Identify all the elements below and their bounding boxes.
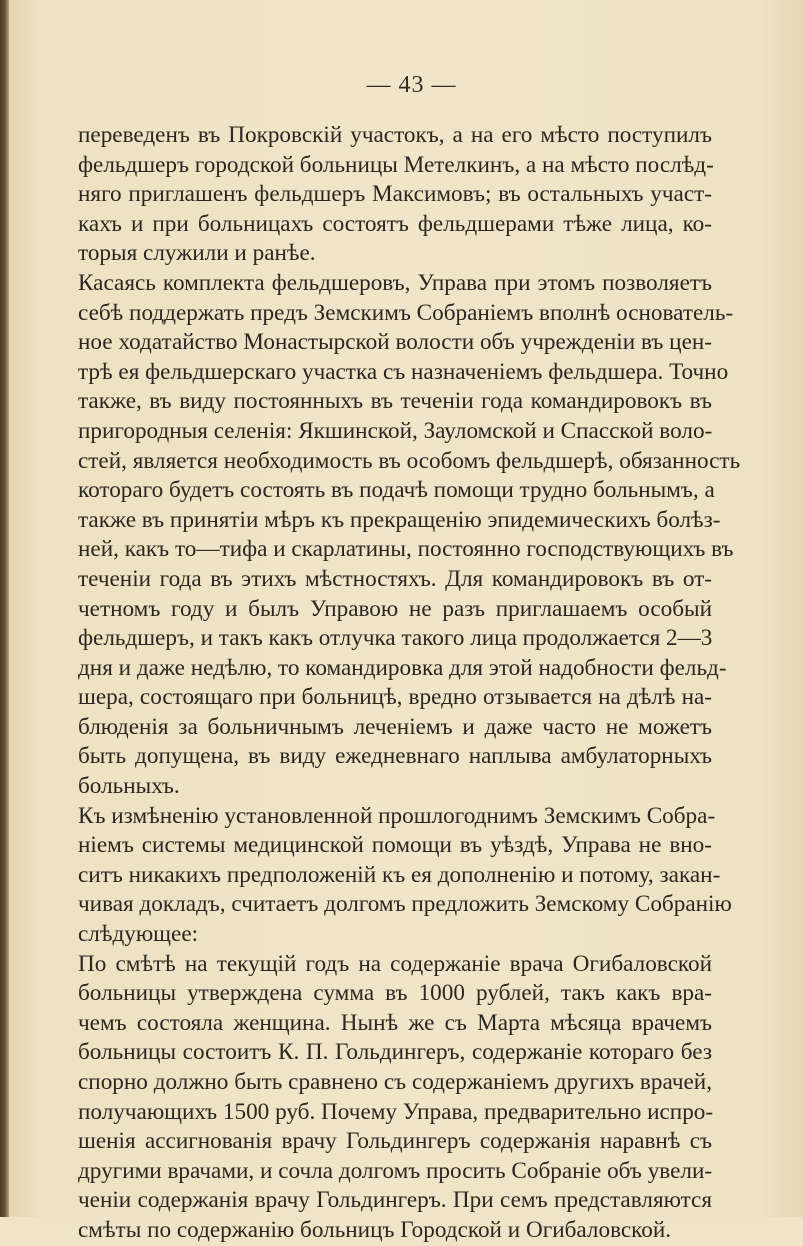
text-line: другими врачами, и сочла долгомъ просить Собраніе объ увели- — [78, 1157, 713, 1184]
text-line: ніемъ системы медицинской помощи въ уѣздѣ, Управа не вно- — [78, 832, 712, 859]
text-line: спорно должно быть сравнено съ содержаніемъ другихъ врачей, — [78, 1069, 712, 1095]
text-line: Касаясь комплекта фельдшеровъ, Управа при этомъ позволяетъ — [78, 269, 712, 296]
book-binding-edge — [0, 0, 9, 1217]
text-line: фельдшеръ, и такъ какъ отлучка такого лица продолжается 2—3 — [78, 625, 713, 652]
text-line: больницы состоитъ К. П. Гольдингеръ, содержаніе котораго без — [78, 1039, 712, 1066]
text-line: фельдшеръ городской больницы Метелкинъ, а на мѣсто послѣд- — [78, 151, 714, 178]
text-line: ченіи содержанія врачу Гольдингеръ. При семъ представляются — [78, 1187, 712, 1214]
text-line: теченіи года въ этихъ мѣстностяхъ. Для командировокъ въ от- — [78, 565, 712, 592]
text-line: ное ходатайство Монастырской волости объ учрежденіи въ цен- — [78, 329, 712, 356]
text-line: дня и даже недѣлю, то командировка для этой надобности фельд- — [78, 654, 727, 681]
text-line: больницы утверждена сумма въ 1000 рублей, такъ какъ вра- — [78, 980, 712, 1007]
text-line: трѣ ея фельдшерскаго участка съ назначеніемъ фельдшера. Точно — [78, 358, 729, 385]
text-line: Къ измѣненію установленной прошлогоднимъ Земскимъ Собра- — [78, 802, 716, 829]
page-number: — 43 — — [366, 72, 457, 98]
text-line: няго приглашенъ фельдшеръ Максимовъ; въ остальныхъ участ- — [78, 181, 712, 208]
text-line: больныхъ. — [78, 773, 180, 800]
text-line: чивая докладъ, считаетъ долгомъ предложить Земскому Собранію — [78, 891, 732, 918]
text-line: По смѣтѣ на текущій годъ на содержаніе врача Огибаловской — [78, 950, 712, 977]
text-line: переведенъ въ Покровскій участокъ, а на его мѣсто поступилъ — [78, 122, 712, 148]
text-line: смѣты по содержанію больницъ Городской и Огибаловской. — [78, 1216, 672, 1243]
text-line: быть допущена, въ виду ежедневнаго наплыва амбулаторныхъ — [78, 743, 712, 770]
text-line: также, въ виду постоянныхъ въ теченіи года командировокъ въ — [78, 388, 712, 415]
text-line: ситъ никакихъ предположеній къ ея дополненію и потому, закан- — [78, 861, 721, 888]
text-line: слѣдующее: — [78, 921, 199, 948]
text-line: блюденія за больничнымъ леченіемъ и даже часто не можетъ — [78, 713, 712, 740]
text-line: четномъ году и былъ Управою не разъ приглашаемъ особый — [78, 595, 712, 622]
text-line: кахъ и при больницахъ состоятъ фельдшерами тѣже лица, ко- — [78, 210, 712, 237]
text-line: шенія ассигнованія врачу Гольдингеръ содержанія наравнѣ съ — [78, 1128, 712, 1155]
text-line: шера, состоящаго при больницѣ, вредно отзывается на дѣлѣ на- — [78, 684, 712, 711]
text-line: себѣ поддержать предъ Земскимъ Собраніемъ вполнѣ основатель- — [78, 299, 734, 326]
text-line: ней, какъ то—тифа и скарлатины, постоянно господствующихъ въ — [78, 536, 734, 563]
text-line: пригородныя селенія: Якшинской, Зауломской и Спасской воло- — [78, 417, 713, 444]
text-line: чемъ состояла женщина. Нынѣ же съ Марта мѣсяца врачемъ — [78, 1009, 712, 1036]
text-line: торыя служили и ранѣе. — [78, 240, 316, 267]
text-line: также въ принятіи мѣръ къ прекращенію эпидемическихъ болѣз- — [78, 506, 721, 533]
text-line: стей, является необходимость въ особомъ фельдшерѣ, обязанность — [78, 447, 741, 474]
body-text — [78, 121, 741, 1246]
text-line: котораго будетъ состоять въ подачѣ помощи трудно больнымъ, а — [78, 477, 715, 504]
text-line: получающихъ 1500 руб. Почему Управа, предварительно испро- — [78, 1098, 714, 1125]
